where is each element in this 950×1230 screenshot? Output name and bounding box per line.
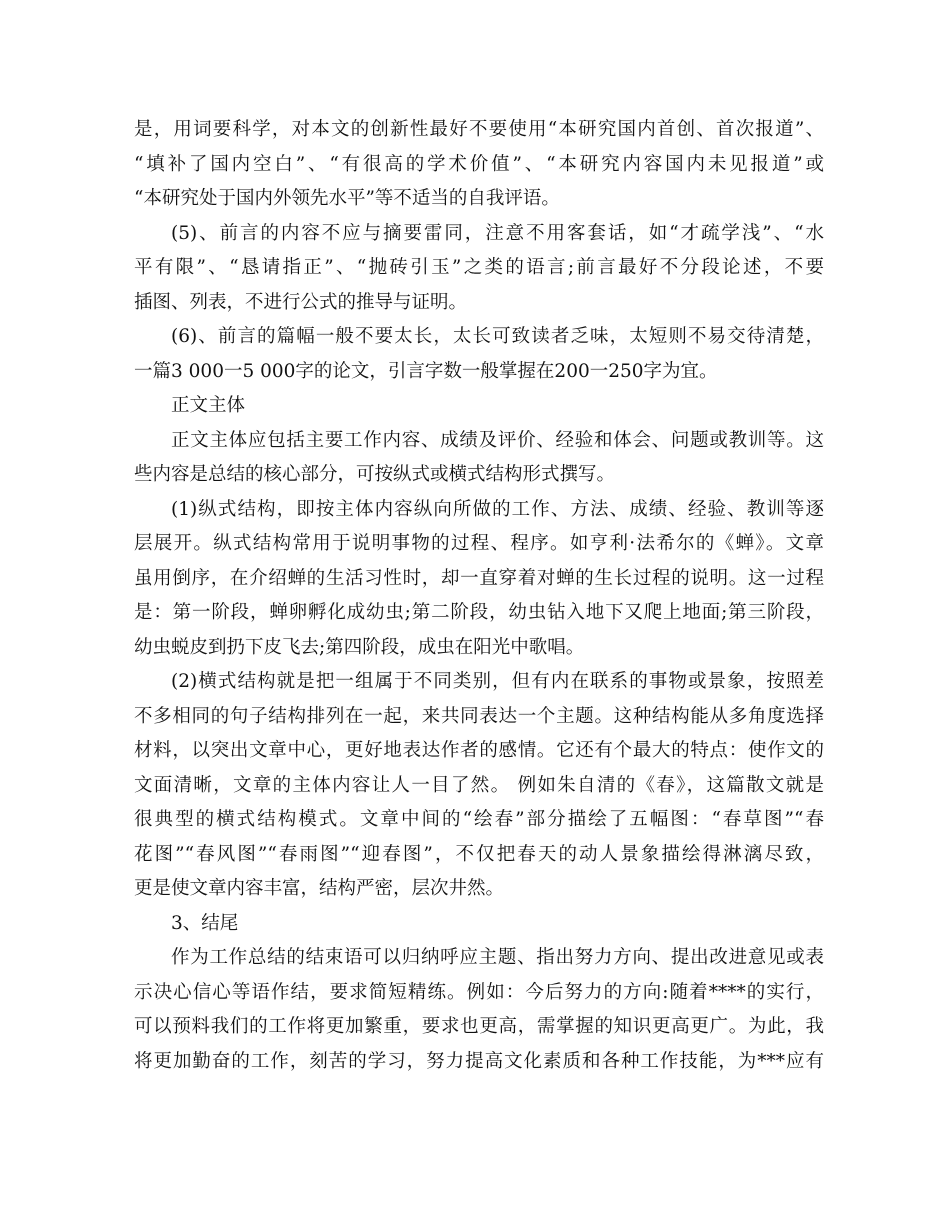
text-line: (2)横式结构就是把一组属于不同类别，但有内在联系的事物或景象，按照差	[171, 671, 824, 692]
text-line: 花图”“春风图”“春雨图”“迎春图”，不仅把春天的动人景象描绘得淋漓尽致，	[134, 843, 824, 865]
text-line: 幼虫蜕皮到扔下皮飞去;第四阶段，成虫在阳光中歌唱。	[134, 636, 585, 658]
text-line: 可以预料我们的工作将更加繁重，要求也更高，需掌握的知识更高更广。为此，我	[134, 1016, 824, 1037]
text-line: 层展开。纵式结构常用于说明事物的过程、程序。如亨利·法希尔的《蝉》。文章	[134, 533, 824, 554]
section-heading: 正文主体	[171, 395, 246, 416]
text-line: 一篇3 000一5 000字的论文，引言字数一般掌握在200一250字为宜。	[134, 360, 718, 382]
text-line: 是，用词要科学，对本文的创新性最好不要使用“本研究国内首创、首次报道”、	[134, 119, 824, 140]
text-line: “填补了国内空白”、“有很高的学术价值”、“本研究内容国内未见报道”或	[134, 153, 824, 175]
text-line: 不多相同的句子结构排列在一起，来共同表达一个主题。这种结构能从多角度选择	[134, 705, 824, 727]
text-line: (5)、前言的内容不应与摘要雷同，注意不用客套话，如“才疏学浅”、“水	[171, 222, 824, 244]
document-body	[134, 113, 824, 1079]
text-line: 示决心信心等语作结，要求简短精练。例如：今后努力的方向:随着****的实行，	[134, 981, 824, 1003]
text-line: 正文主体应包括主要工作内容、成绩及评价、经验和体会、问题或教训等。这	[171, 429, 824, 451]
text-line: 是：第一阶段，蝉卵孵化成幼虫;第二阶段，幼虫钻入地下又爬上地面;第三阶段，	[134, 602, 824, 623]
text-line: “本研究处于国内外领先水平”等不适当的自我评语。	[134, 188, 560, 209]
text-line: 将更加勤奋的工作，刻苦的学习，努力提高文化素质和各种工作技能，为***应有	[134, 1050, 824, 1072]
text-line: (6)、前言的篇幅一般不要太长，太长可致读者乏味，太短则不易交待清楚，	[171, 326, 824, 347]
text-line: 虽用倒序，在介绍蝉的生活习性时，却一直穿着对蝉的生长过程的说明。这一过程	[134, 567, 824, 589]
text-line: 很典型的横式结构模式。文章中间的“绘春”部分描绘了五幅图：“春草图”“春	[134, 809, 824, 830]
text-line: 平有限”、“恳请指正”、“抛砖引玉”之类的语言;前言最好不分段论述，不要	[134, 257, 824, 278]
text-line: 些内容是总结的核心部分，可按纵式或横式结构形式撰写。	[134, 464, 616, 485]
section-heading: 3、结尾	[171, 912, 239, 934]
text-line: 文面清晰，文章的主体内容让人一目了然。 例如朱自清的《春》，这篇散文就是	[134, 774, 824, 796]
text-line: 材料，以突出文章中心，更好地表达作者的感情。它还有个最大的特点：使作文的	[134, 740, 824, 761]
text-line: 作为工作总结的结束语可以归纳呼应主题、指出努力方向、提出改进意见或表	[171, 947, 824, 968]
text-line: 插图、列表，不进行公式的推导与证明。	[134, 291, 468, 313]
text-line: (1)纵式结构，即按主体内容纵向所做的工作、方法、成绩、经验、教训等逐	[171, 498, 824, 520]
text-line: 更是使文章内容丰富，结构严密，层次井然。	[134, 878, 505, 899]
